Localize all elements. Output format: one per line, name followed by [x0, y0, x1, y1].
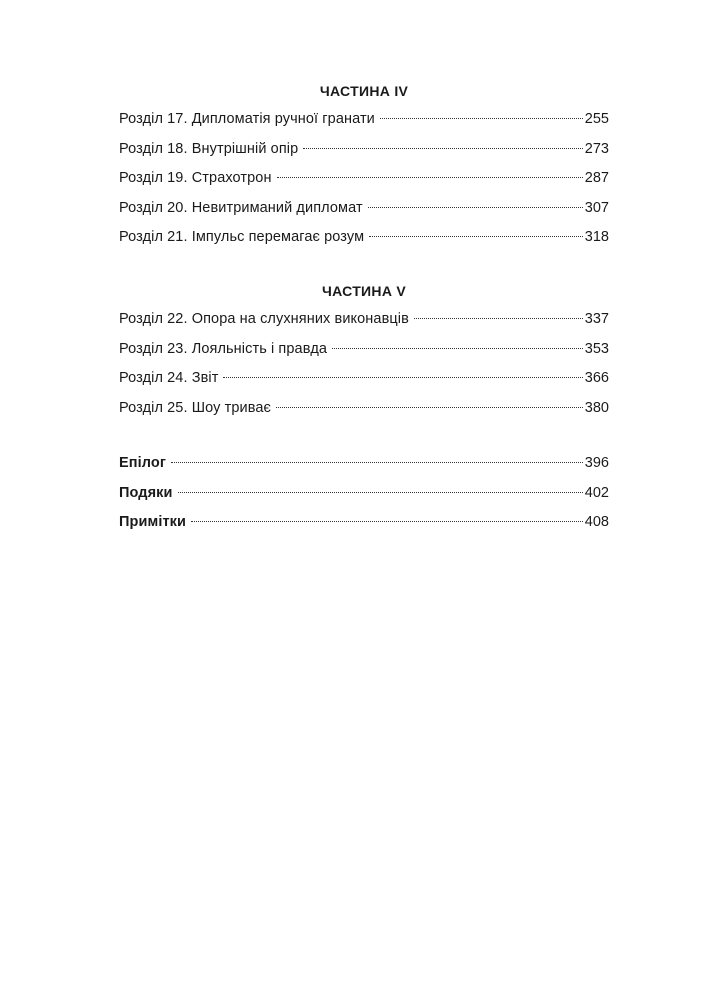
chapter-title: Розділ 24. Звіт [119, 370, 219, 386]
page-number: 337 [584, 311, 609, 327]
page-number: 353 [584, 340, 609, 357]
page-number: 287 [584, 170, 609, 186]
chapter-title: Розділ 20. Невитриманий дипломат [119, 199, 363, 216]
dot-leader [178, 492, 583, 493]
backmatter-title: Примітки [119, 514, 187, 530]
toc-entry [119, 194, 609, 224]
chapter-title: Розділ 21. Імпульс перемагає розум [119, 229, 365, 245]
page-number: 408 [584, 514, 609, 530]
toc-entry [119, 135, 609, 165]
chapter-title: Розділ 18. Внутрішній опір [119, 140, 299, 157]
chapter-title: Розділ 23. Лояльність і правда [119, 340, 328, 357]
dot-leader [276, 407, 583, 408]
toc-entry [119, 335, 609, 365]
toc-entry [119, 394, 609, 424]
toc-part-4 [119, 81, 609, 253]
toc-entry-epilogue [119, 449, 609, 479]
page-number: 318 [584, 229, 609, 245]
chapter-title: Розділ 17. Дипломатія ручної гранати [119, 111, 375, 127]
page-number: 402 [584, 484, 609, 501]
page-number: 273 [584, 140, 609, 157]
chapter-title: Розділ 22. Опора на слухняних виконавців [119, 311, 409, 327]
dot-leader [303, 148, 583, 149]
toc-part-5 [119, 281, 609, 423]
dot-leader [332, 348, 583, 349]
dot-leader [277, 177, 583, 178]
page-number: 366 [584, 370, 609, 386]
chapter-title: Розділ 25. Шоу триває [119, 399, 271, 416]
dot-leader [223, 377, 582, 378]
toc-entry [119, 364, 609, 394]
part-heading: ЧАСТИНА IV [319, 83, 409, 99]
dot-leader [191, 521, 583, 522]
dot-leader [369, 236, 583, 237]
dot-leader [171, 462, 583, 463]
page-number: 307 [584, 199, 609, 216]
toc-entry-notes [119, 508, 609, 538]
toc-entry [119, 223, 609, 253]
toc-entry [119, 305, 609, 335]
toc-entry-acknowledgements [119, 479, 609, 509]
dot-leader [414, 318, 583, 319]
dot-leader [380, 118, 583, 119]
page-number: 380 [584, 399, 609, 416]
backmatter-title: Епілог [119, 455, 166, 471]
part-heading: ЧАСТИНА V [321, 283, 407, 299]
page-number: 255 [584, 111, 609, 127]
chapter-title: Розділ 19. Страхотрон [119, 170, 272, 186]
toc-backmatter [119, 449, 609, 538]
dot-leader [368, 207, 583, 208]
page-number: 396 [584, 455, 609, 471]
toc-entry [119, 164, 609, 194]
backmatter-title: Подяки [119, 484, 173, 501]
toc-entry [119, 105, 609, 135]
